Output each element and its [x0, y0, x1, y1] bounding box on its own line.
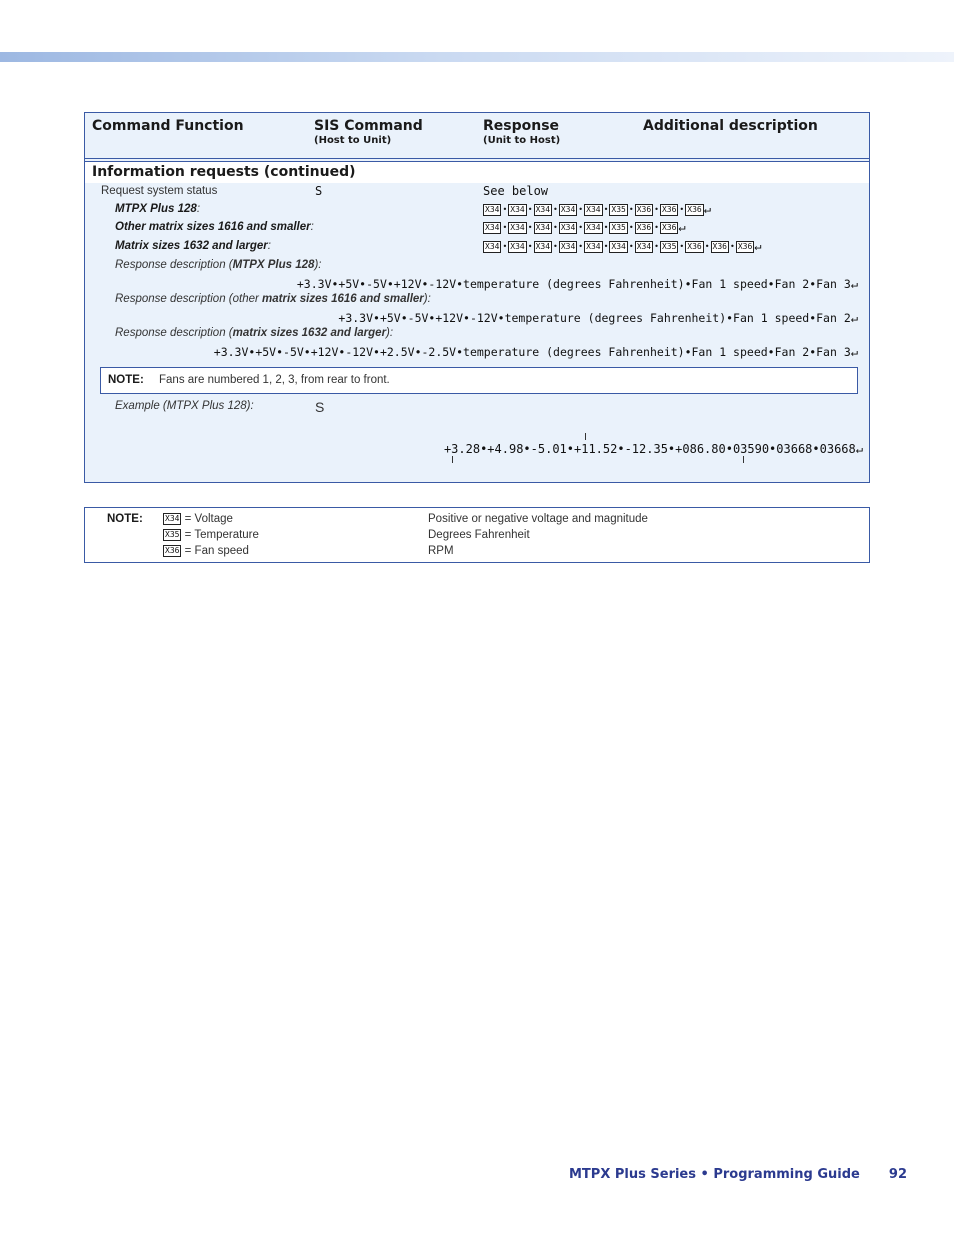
desc3-label [115, 327, 393, 339]
x34-variable-icon: X34 [510, 241, 525, 251]
return-icon: ↵ [678, 220, 686, 234]
x34-variable-icon: X34 [560, 222, 576, 232]
other-sizes-label: Other matrix sizes 1616 and smaller [115, 221, 311, 233]
x34-variable-icon: X34 [485, 204, 500, 214]
bullet-separator: • [654, 223, 659, 232]
large-sizes-colon: : [267, 240, 271, 252]
x34-variable-icon: X34 [535, 204, 551, 214]
desc3-text: +3.3V•+5V•-5V•+12V•-12V•+2.5V•-2.5V•temperature (degrees Fahrenheit)•Fan 1 speed•Fan 2•Fan 3 [213, 345, 851, 359]
request-label: Request system status [101, 185, 218, 197]
example-response-row [444, 442, 863, 456]
table-header [85, 113, 869, 157]
bullet-separator: • [704, 242, 710, 251]
x34-variable-icon: X34 [586, 241, 601, 251]
bullet-separator: • [628, 223, 634, 232]
x36-variable-icon: X36 [165, 546, 180, 555]
mtpx128-label: MTPX Plus 128 [115, 203, 197, 215]
header-host-to-unit: (Host to Unit) [314, 135, 392, 146]
example-label: Example (MTPX Plus 128): [115, 400, 254, 412]
fans-note-box [100, 367, 858, 394]
other-sizes-colon: : [310, 221, 314, 233]
large-sizes-response [483, 239, 762, 253]
request-command: S [315, 184, 323, 198]
header-col-additional [643, 118, 818, 134]
desc1-suffix: ): [314, 259, 322, 271]
desc2-text-row [338, 311, 858, 325]
bullet-separator: • [578, 223, 584, 232]
desc2-prefix: Response description (other [115, 293, 263, 305]
x34-variable-icon: X34 [586, 222, 601, 232]
example-tick-right [743, 456, 744, 463]
desc2-bold: matrix sizes 1616 and smaller [262, 293, 424, 305]
bullet-separator: • [553, 205, 558, 214]
other-sizes-response [483, 220, 686, 234]
header-unit-to-host: (Unit to Host) [483, 135, 561, 146]
note-item-fan-speed [163, 545, 249, 557]
note-item-voltage [163, 513, 233, 525]
bullet-separator: • [628, 205, 634, 214]
command-table [84, 112, 870, 483]
header-col-sis [314, 118, 423, 146]
desc3-prefix: Response description ( [115, 327, 233, 339]
note-fan-speed-eq: = Fan speed [181, 545, 249, 558]
x34-variable-icon: X34 [510, 222, 525, 232]
example-tick-top [585, 433, 586, 440]
bullet-separator: • [654, 242, 659, 251]
return-icon: ↵ [754, 239, 762, 253]
desc2-label [115, 293, 431, 305]
example-command: S [315, 399, 325, 415]
bullet-separator: • [679, 205, 685, 214]
x36-variable-icon: X36 [687, 204, 702, 214]
bullet-separator: • [553, 242, 558, 251]
x35-variable-icon: X35 [661, 241, 677, 251]
bullet-separator: • [502, 242, 508, 251]
mtpx128-response [483, 202, 711, 216]
x34-variable-icon: X34 [510, 204, 525, 214]
example-response: +3.28•+4.98•-5.01•+11.52•-12.35•+086.80•03590•03668•03668 [443, 442, 856, 456]
note-temperature-desc: Degrees Fahrenheit [428, 529, 530, 541]
x34-variable-icon: X34 [611, 241, 626, 251]
footer-title: MTPX Plus Series • Programming Guide [569, 1167, 860, 1182]
bullet-separator: • [654, 205, 659, 214]
return-icon: ↵ [703, 202, 711, 216]
x36-variable-icon: X36 [737, 241, 753, 251]
bullet-separator: • [679, 242, 685, 251]
note-voltage-desc: Positive or negative voltage and magnitude [428, 513, 648, 525]
header-band [0, 52, 954, 62]
other-sizes-sequence [483, 220, 678, 234]
bullet-separator: • [527, 223, 533, 232]
header-command-function: Command Function [92, 118, 244, 134]
x34-variable-icon: X34 [485, 241, 500, 251]
x36-variable-icon: X36 [661, 222, 677, 232]
x34-variable-icon: X34 [485, 222, 500, 232]
header-additional-description: Additional description [643, 118, 818, 134]
desc1-bold: MTPX Plus 128 [232, 259, 315, 271]
variables-note-label: NOTE: [107, 513, 143, 525]
other-sizes-row [115, 221, 314, 233]
desc1-label [115, 259, 321, 271]
x36-variable-icon: X36 [687, 241, 702, 251]
x35-variable-icon: X35 [165, 530, 180, 539]
bullet-separator: • [553, 223, 558, 232]
return-icon: ↵ [850, 345, 858, 359]
page-number: 92 [888, 1167, 907, 1182]
header-sis-command: SIS Command [314, 118, 423, 134]
x36-variable-icon: X36 [636, 222, 652, 232]
x35-variable-icon: X35 [611, 222, 626, 232]
x34-variable-icon: X34 [165, 514, 180, 523]
desc3-text-row [214, 345, 858, 359]
desc2-text: +3.3V•+5V•-5V•+12V•-12V•temperature (degrees Fahrenheit)•Fan 1 speed•Fan 2 [338, 311, 851, 325]
return-icon: ↵ [850, 311, 858, 325]
header-col-response [483, 118, 560, 146]
section-title: Information requests (continued) [92, 164, 356, 180]
large-sizes-row [115, 240, 271, 252]
note-voltage-eq: = Voltage [181, 513, 233, 526]
bullet-separator: • [578, 242, 584, 251]
x34-variable-icon: X34 [535, 222, 551, 232]
example-tick-left [452, 456, 453, 463]
bullet-separator: • [628, 242, 634, 251]
fans-note-text: Fans are numbered 1, 2, 3, from rear to front. [159, 374, 390, 386]
bullet-separator: • [578, 205, 584, 214]
x34-variable-icon: X34 [560, 241, 576, 251]
bullet-separator: • [603, 205, 609, 214]
bullet-separator: • [729, 242, 735, 251]
bullet-separator: • [527, 242, 533, 251]
fans-note-label: NOTE: [108, 374, 144, 386]
mtpx128-row [115, 203, 200, 215]
desc3-bold: matrix sizes 1632 and larger [232, 327, 387, 339]
variables-note-box [84, 507, 870, 563]
desc1-text: +3.3V•+5V•-5V•+12V•-12V•temperature (degrees Fahrenheit)•Fan 1 speed•Fan 2•Fan 3 [296, 277, 851, 291]
header-divider [85, 158, 869, 159]
desc3-suffix: ): [386, 327, 394, 339]
header-col-function [92, 118, 244, 134]
x34-variable-icon: X34 [560, 204, 576, 214]
mtpx128-colon: : [196, 203, 201, 215]
note-fan-speed-desc: RPM [428, 545, 454, 557]
return-icon: ↵ [850, 277, 858, 291]
bullet-separator: • [502, 223, 508, 232]
desc1-prefix: Response description ( [115, 259, 233, 271]
bullet-separator: • [603, 242, 609, 251]
x35-variable-icon: X35 [611, 204, 626, 214]
x36-variable-icon: X36 [661, 204, 677, 214]
header-response: Response [483, 118, 560, 134]
note-item-temperature [163, 529, 259, 541]
return-icon: ↵ [855, 442, 863, 456]
desc2-suffix: ): [423, 293, 431, 305]
x34-variable-icon: X34 [535, 241, 551, 251]
page-footer [569, 1167, 907, 1182]
large-sizes-label: Matrix sizes 1632 and larger [115, 240, 268, 252]
x36-variable-icon: X36 [712, 241, 727, 251]
desc1-text-row [297, 277, 858, 291]
bullet-separator: • [527, 205, 533, 214]
large-sizes-sequence [483, 239, 754, 253]
note-temperature-eq: = Temperature [181, 529, 259, 542]
x34-variable-icon: X34 [586, 204, 601, 214]
request-response: See below [483, 184, 549, 198]
bullet-separator: • [603, 223, 609, 232]
x36-variable-icon: X36 [636, 204, 652, 214]
bullet-separator: • [502, 205, 508, 214]
x34-variable-icon: X34 [636, 241, 652, 251]
mtpx128-sequence [483, 202, 704, 216]
